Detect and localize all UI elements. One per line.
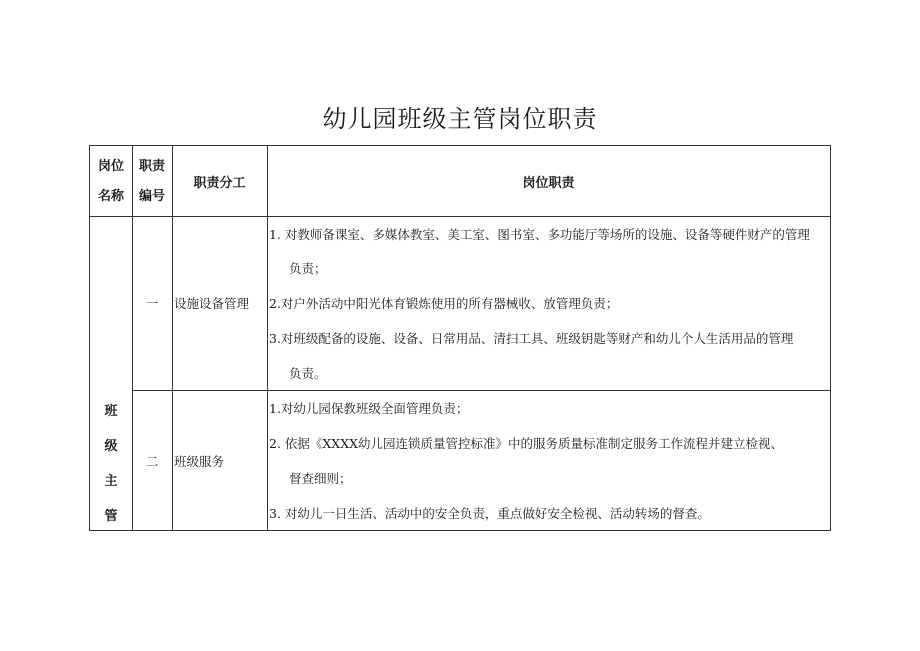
header-position-name bbox=[90, 152, 132, 212]
position-char: 主 bbox=[104, 474, 118, 489]
header-divider bbox=[90, 216, 830, 217]
duty-item-continued: 负责。 bbox=[289, 366, 327, 381]
duty-item: 1. 对教师备课室、多媒体教室、美工室、图书室、多功能厅等场所的设施、设备等硬件财产的管理 bbox=[269, 227, 810, 242]
page-title: 幼儿园班级主管岗位职责 bbox=[322, 105, 598, 133]
header-text: 职责 bbox=[138, 159, 165, 174]
position-char: 级 bbox=[104, 439, 118, 454]
header-text: 编号 bbox=[138, 189, 165, 204]
row-1-division: 设施设备管理 bbox=[174, 296, 250, 311]
row-1-no: 一 bbox=[145, 296, 159, 311]
header-text: 岗位 bbox=[97, 159, 124, 174]
row-2-no: 二 bbox=[145, 454, 159, 469]
duty-item: 2. 依据《XXXX幼儿园连锁质量管控标准》中的服务质量标准制定服务工作流程并建立检视、 bbox=[269, 436, 783, 451]
column-divider bbox=[267, 146, 268, 530]
duty-item: 1.对幼儿园保教班级全面管理负责； bbox=[269, 401, 469, 416]
duty-item-continued: 负责； bbox=[289, 261, 327, 276]
duty-table bbox=[89, 145, 831, 531]
column-divider bbox=[172, 146, 173, 530]
header-text: 名称 bbox=[97, 189, 124, 204]
duty-item-continued: 督查细则； bbox=[289, 471, 352, 486]
row-divider bbox=[132, 390, 830, 391]
header-division: 职责分工 bbox=[193, 176, 246, 191]
row-2-division: 班级服务 bbox=[174, 454, 225, 469]
position-cell bbox=[90, 394, 132, 534]
duty-item: 3. 对幼儿一日生活、活动中的安全负责，重点做好安全检视、活动转场的督查。 bbox=[269, 506, 710, 521]
position-char: 班 bbox=[104, 404, 118, 419]
duty-item: 3.对班级配备的设施、设备、日常用品、清扫工具、班级钥匙等财产和幼儿个人生活用品的管理 bbox=[269, 331, 794, 346]
position-char: 管 bbox=[104, 509, 118, 524]
header-duty-no bbox=[132, 152, 172, 212]
header-duties: 岗位职责 bbox=[522, 176, 575, 191]
duty-item: 2.对户外活动中阳光体育锻炼使用的所有器械收、放管理负责； bbox=[269, 296, 619, 311]
